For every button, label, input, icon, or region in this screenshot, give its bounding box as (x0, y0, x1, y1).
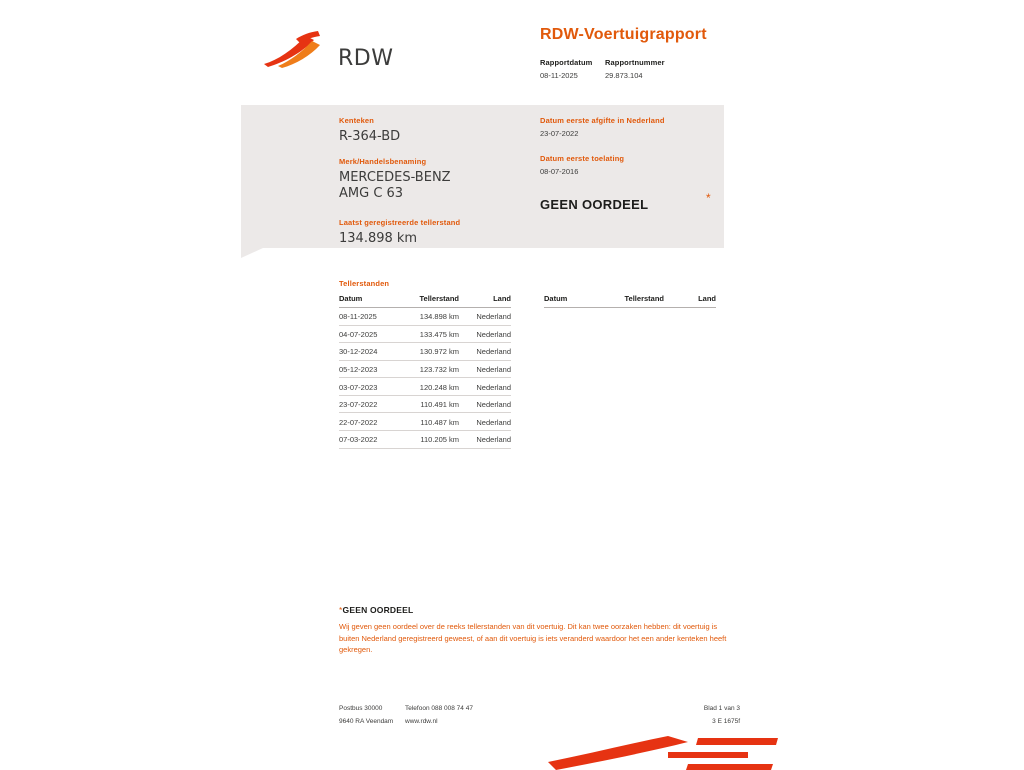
footer-doc-code: 3 E 1675f (712, 718, 740, 725)
table-row (339, 343, 511, 361)
first-admission-label: Datum eerste toelating (540, 154, 625, 163)
footer-address-line2: 9640 RA Veendam (339, 718, 394, 725)
verdict-statement: GEEN OORDEEL (540, 197, 649, 212)
license-plate-value: R-364-BD (339, 129, 401, 144)
cell-land: Nederland (459, 431, 511, 449)
table-row (339, 413, 511, 431)
summary-left-column (339, 116, 529, 247)
cell-land: Nederland (459, 308, 511, 326)
cell-tellerstand: 110.205 km (397, 431, 459, 449)
table-header-row (339, 294, 511, 308)
odometer-title: Tellerstanden (339, 279, 390, 288)
cell-datum: 04-07-2025 (339, 325, 397, 343)
footnote-title (339, 605, 729, 615)
cell-tellerstand: 110.487 km (397, 413, 459, 431)
first-issue-nl-value: 23-07-2022 (540, 129, 579, 138)
report-number-value: 29.873.104 (605, 71, 643, 80)
table-row (339, 431, 511, 449)
cell-datum: 08-11-2025 (339, 308, 397, 326)
table-row (339, 325, 511, 343)
table-header-row (544, 294, 716, 308)
cell-land: Nederland (459, 360, 511, 378)
cell-land: Nederland (459, 343, 511, 361)
cell-land: Nederland (459, 378, 511, 396)
footer-address-line1: Postbus 30000 (339, 705, 383, 712)
footnote-section (339, 605, 729, 656)
report-date-block (540, 58, 592, 80)
footer-page-info: Blad 1 van 3 (703, 705, 740, 712)
rdw-logo (262, 24, 522, 76)
column-header-datum: Datum (339, 294, 397, 308)
cell-tellerstand: 133.475 km (397, 325, 459, 343)
odometer-rows-left (339, 308, 511, 449)
table-row (339, 395, 511, 413)
odometer-table-left (339, 294, 511, 449)
report-number-block (605, 58, 665, 80)
rdw-swoosh-logo-icon (262, 30, 328, 70)
report-date-value: 08-11-2025 (540, 71, 578, 80)
make-value-line2: AMG C 63 (339, 186, 404, 201)
report-number-label: Rapportnummer (605, 58, 665, 67)
cell-tellerstand: 134.898 km (397, 308, 459, 326)
odometer-table-right (544, 294, 716, 308)
cell-datum: 23-07-2022 (339, 395, 397, 413)
make-label: Merk/Handelsbenaming (339, 157, 427, 166)
footer-address (339, 702, 393, 728)
vehicle-summary-panel (241, 105, 724, 248)
column-header-land: Land (664, 294, 716, 308)
table-row (339, 360, 511, 378)
cell-tellerstand: 110.491 km (397, 395, 459, 413)
footer-phone: Telefoon 088 008 74 47 (405, 705, 473, 712)
column-header-tellerstand: Tellerstand (397, 294, 459, 308)
column-header-tellerstand: Tellerstand (602, 294, 664, 308)
cell-datum: 07-03-2022 (339, 431, 397, 449)
cell-tellerstand: 130.972 km (397, 343, 459, 361)
column-header-land: Land (459, 294, 511, 308)
make-value-line1: MERCEDES-BENZ (339, 170, 451, 185)
last-odometer-value: 134.898 km (339, 231, 418, 246)
cell-land: Nederland (459, 413, 511, 431)
cell-datum: 05-12-2023 (339, 360, 397, 378)
summary-right-column (540, 116, 720, 212)
panel-corner-notch (241, 248, 263, 258)
first-admission-value: 08-07-2016 (540, 167, 579, 176)
cell-datum: 22-07-2022 (339, 413, 397, 431)
cell-tellerstand: 120.248 km (397, 378, 459, 396)
rdw-bottom-swoosh-icon (548, 736, 788, 770)
footnote-title-text: GEEN OORDEEL (342, 605, 414, 615)
table-row (339, 378, 511, 396)
cell-land: Nederland (459, 325, 511, 343)
cell-datum: 03-07-2023 (339, 378, 397, 396)
column-header-datum: Datum (544, 294, 602, 308)
first-issue-nl-label: Datum eerste afgifte in Nederland (540, 116, 665, 125)
report-date-label: Rapportdatum (540, 58, 593, 67)
cell-tellerstand: 123.732 km (397, 360, 459, 378)
footnote-star: * (339, 605, 343, 615)
license-plate-label: Kenteken (339, 116, 374, 125)
cell-land: Nederland (459, 395, 511, 413)
footer-contact (405, 702, 473, 728)
footnote-body: Wij geven geen oordeel over de reeks tellerstanden van dit voertuig. Dit kan twee oorzaken hebben: dit voertuig is buiten Nederland geregistreerd geweest, of aan dit voertuig is iets veranderd waardoor het een ander kenteken heeft gekregen. (339, 622, 727, 654)
last-odometer-label: Laatst geregistreerde tellerstand (339, 218, 461, 227)
footer-website[interactable]: www.rdw.nl (405, 718, 438, 725)
table-row (339, 308, 511, 326)
odometer-section (339, 279, 724, 449)
footer-right (620, 702, 740, 728)
page-title: RDW-Voertuigrapport (540, 26, 707, 43)
cell-datum: 30-12-2024 (339, 343, 397, 361)
rdw-wordmark: RDW (338, 46, 394, 71)
verdict-footnote-marker: * (706, 191, 711, 205)
